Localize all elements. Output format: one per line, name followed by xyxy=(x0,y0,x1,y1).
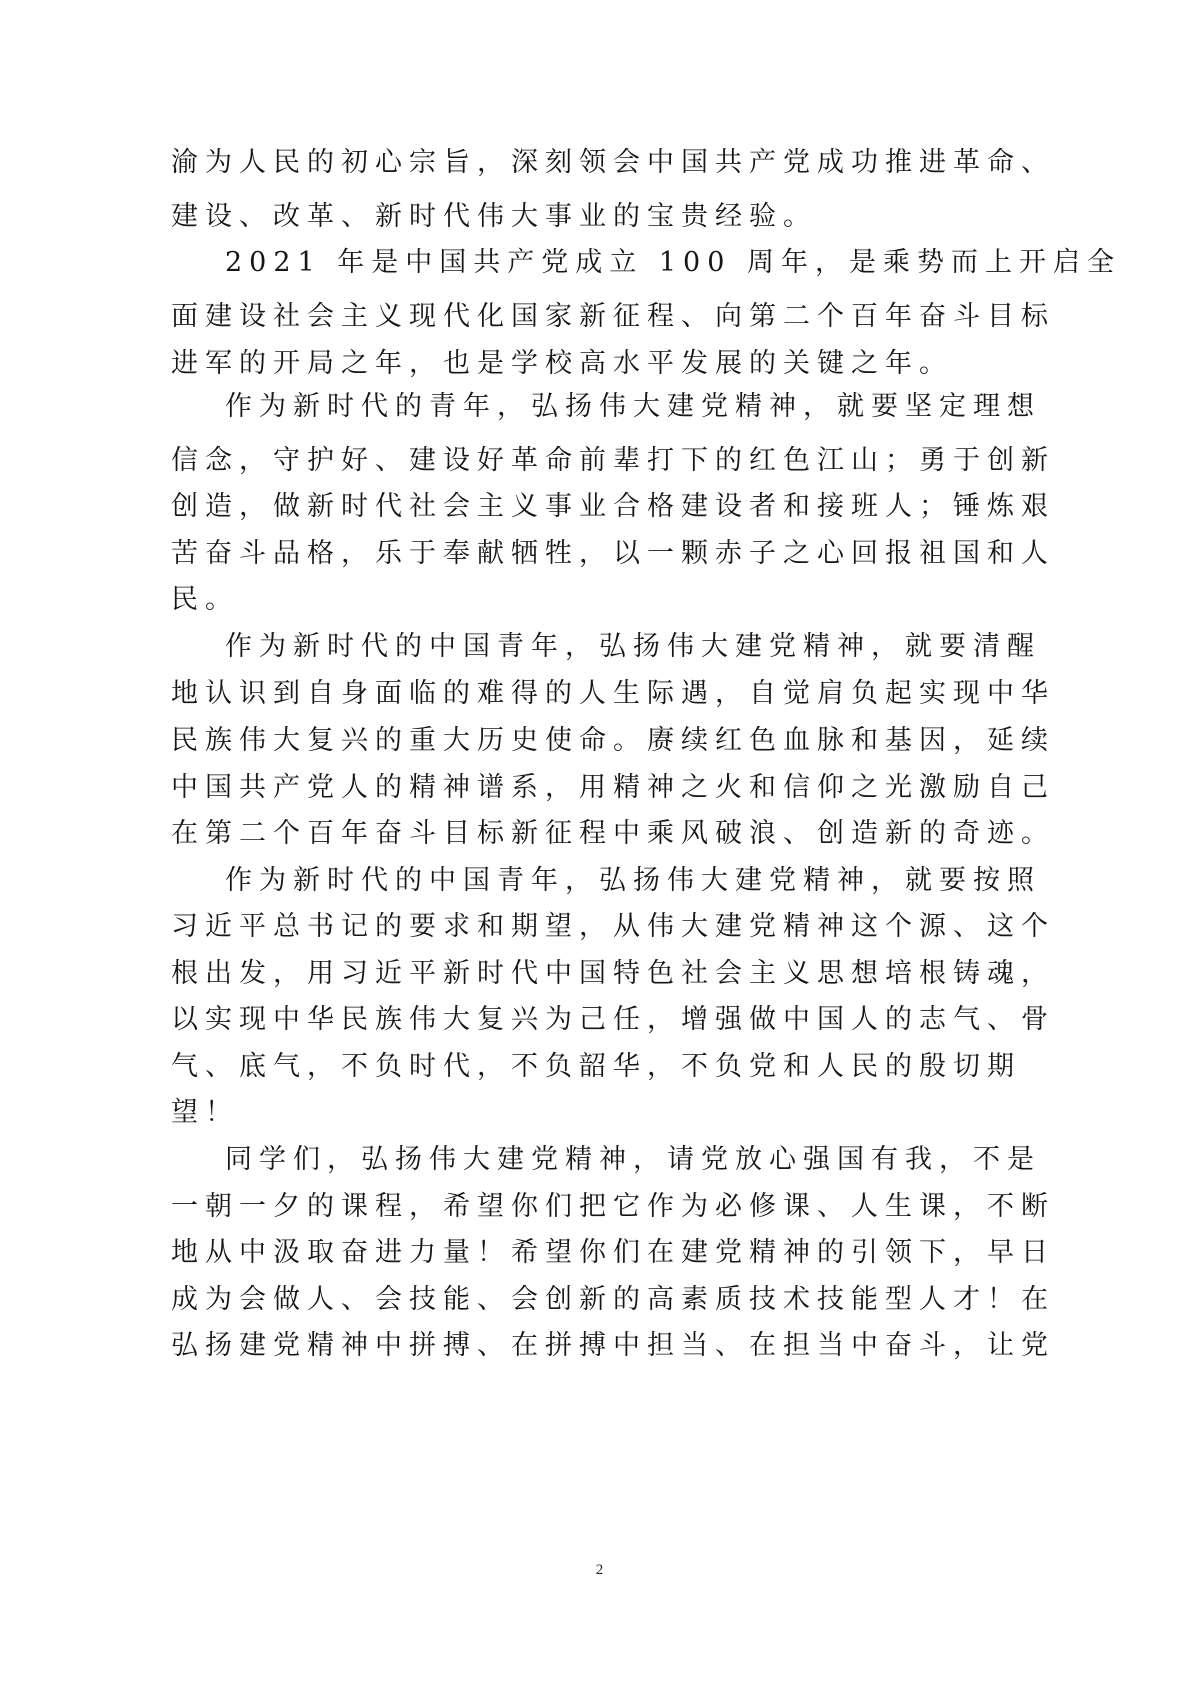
text-line: 苦奋斗品格，乐于奉献牺牲，以一颗赤子之心回报祖国和人 xyxy=(171,538,1055,569)
page-number: 2 xyxy=(595,1562,604,1578)
text-line: 建设、改革、新时代伟大事业的宝贵经验。 xyxy=(171,201,817,232)
text-line: 望！ xyxy=(171,1097,239,1128)
text-line: 地认识到自身面临的难得的人生际遇，自觉肩负起实现中华 xyxy=(171,678,1055,709)
text-line: 2021 年是中国共产党成立 100 周年，是乘势而上开启全 xyxy=(225,247,1121,278)
text-line: 一朝一夕的课程，希望你们把它作为必修课、人生课，不断 xyxy=(171,1191,1055,1222)
text-line: 民。 xyxy=(171,584,239,615)
text-line: 作为新时代的中国青年，弘扬伟大建党精神，就要清醒 xyxy=(225,631,1041,662)
text-line: 成为会做人、会技能、会创新的高素质技术技能型人才！在 xyxy=(171,1284,1055,1315)
text-line: 以实现中华民族伟大复兴为己任，增强做中国人的志气、骨 xyxy=(171,1004,1055,1035)
text-line: 同学们，弘扬伟大建党精神，请党放心强国有我，不是 xyxy=(225,1144,1041,1175)
text-line: 渝为人民的初心宗旨，深刻领会中国共产党成功推进革命、 xyxy=(171,147,1055,178)
text-line: 创造，做新时代社会主义事业合格建设者和接班人；锤炼艰 xyxy=(171,491,1055,522)
text-line: 地从中汲取奋进力量！希望你们在建党精神的引领下，早日 xyxy=(171,1237,1055,1268)
text-line: 作为新时代的中国青年，弘扬伟大建党精神，就要按照 xyxy=(225,865,1041,896)
text-line: 根出发，用习近平新时代中国特色社会主义思想培根铸魂， xyxy=(171,958,1055,989)
text-line: 气、底气，不负时代，不负韶华，不负党和人民的殷切期 xyxy=(171,1051,1021,1082)
text-line: 中国共产党人的精神谱系，用精神之火和信仰之光激励自己 xyxy=(171,772,1055,803)
text-line: 作为新时代的青年，弘扬伟大建党精神，就要坚定理想 xyxy=(225,391,1041,422)
text-line: 在第二个百年奋斗目标新征程中乘风破浪、创造新的奇迹。 xyxy=(171,818,1055,849)
text-line: 面建设社会主义现代化国家新征程、向第二个百年奋斗目标 xyxy=(171,301,1055,332)
text-line: 民族伟大复兴的重大历史使命。赓续红色血脉和基因，延续 xyxy=(171,725,1055,756)
text-line: 进军的开局之年，也是学校高水平发展的关键之年。 xyxy=(171,348,953,379)
text-line: 习近平总书记的要求和期望，从伟大建党精神这个源、这个 xyxy=(171,911,1055,942)
text-line: 弘扬建党精神中拼搏、在拼搏中担当、在担当中奋斗，让党 xyxy=(171,1330,1055,1361)
text-line: 信念，守护好、建设好革命前辈打下的红色江山；勇于创新 xyxy=(171,445,1055,476)
